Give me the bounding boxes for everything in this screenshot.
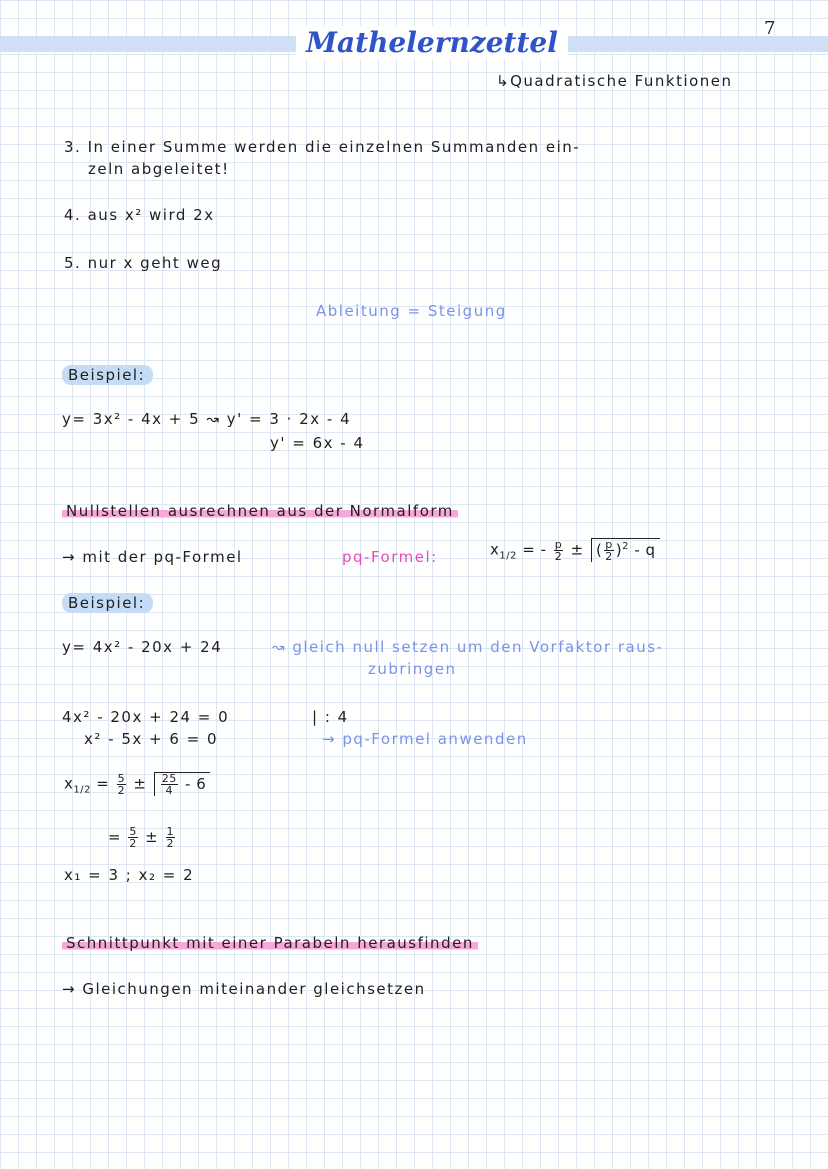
example-2-note-line-2: zubringen <box>368 660 457 678</box>
topic-subtitle: ↳Quadratische Funktionen <box>496 72 733 90</box>
rule-3-line-1: 3. In einer Summe werden die einzelnen Summanden ein- <box>64 138 581 156</box>
intersection-method: → Gleichungen miteinander gleichsetzen <box>62 980 426 998</box>
equation-2-note: → pq-Formel anwenden <box>322 730 528 748</box>
step-1-fraction: $\frac{5}{2}$ <box>117 771 126 797</box>
note-derivative-slope: Ableitung = Steigung <box>316 302 507 320</box>
pq-formula-pm: ± <box>570 540 584 559</box>
intersection-heading-text: Schnittpunkt mit einer Parabeln herausfinden <box>62 934 478 952</box>
zeros-heading-text: Nullstellen ausrechnen aus der Normalform <box>62 502 458 520</box>
zeros-heading <box>62 502 458 520</box>
pq-formula-label: pq-Formel: <box>342 548 438 566</box>
step-1-root: $\frac{25}{4}$ - 6 <box>154 772 211 796</box>
result: x₁ = 3 ; x₂ = 2 <box>64 866 195 884</box>
pq-formula-root: ( $\frac{p}{2}$ )$^2$ - q <box>591 538 660 562</box>
page-title: Mathelernzettel <box>296 26 568 59</box>
zeros-method: → mit der pq-Formel <box>62 548 243 566</box>
pq-formula <box>490 538 660 562</box>
equation-1: 4x² - 20x + 24 = 0 <box>62 708 230 726</box>
example-1-line-1: y= 3x² - 4x + 5 ↝ y' = 3 · 2x - 4 <box>62 410 352 428</box>
step-2-fraction-1: $\frac{5}{2}$ <box>129 825 137 850</box>
pq-step-2: = $\frac{5}{2}$ ± $\frac{1}{2}$ <box>108 825 174 850</box>
pq-formula-sub: 1/2 <box>499 550 517 562</box>
equation-1-note: | : 4 <box>312 708 349 726</box>
example-1-tag <box>62 366 153 384</box>
rule-5: 5. nur x geht weg <box>64 254 223 272</box>
page-number: 7 <box>764 18 776 39</box>
example-tag: Beispiel: <box>62 365 153 385</box>
intersection-heading <box>62 934 478 952</box>
example-2-note-line-1: ↝ gleich null setzen um den Vorfaktor raus- <box>272 638 664 656</box>
pq-formula-frac: $\frac{p}{2}$ <box>554 537 563 563</box>
example-1-line-2: y' = 6x - 4 <box>270 434 365 452</box>
rule-4: 4. aus x² wird 2x <box>64 206 215 224</box>
example-2-tag <box>62 594 153 612</box>
rule-3-line-2: zeln abgeleitet! <box>88 160 230 178</box>
pq-formula-eq: = - <box>522 540 547 559</box>
step-2-fraction-2: $\frac{1}{2}$ <box>166 825 174 850</box>
pq-formula-lhs: x <box>490 540 500 559</box>
pq-step-1: $x_{1/2}$ = $\frac{5}{2}$ ± $\frac{25}{4}$ - 6 <box>64 772 210 796</box>
equation-2: x² - 5x + 6 = 0 <box>84 730 219 748</box>
example-2-function: y= 4x² - 20x + 24 <box>62 638 223 656</box>
example-tag: Beispiel: <box>62 593 153 613</box>
